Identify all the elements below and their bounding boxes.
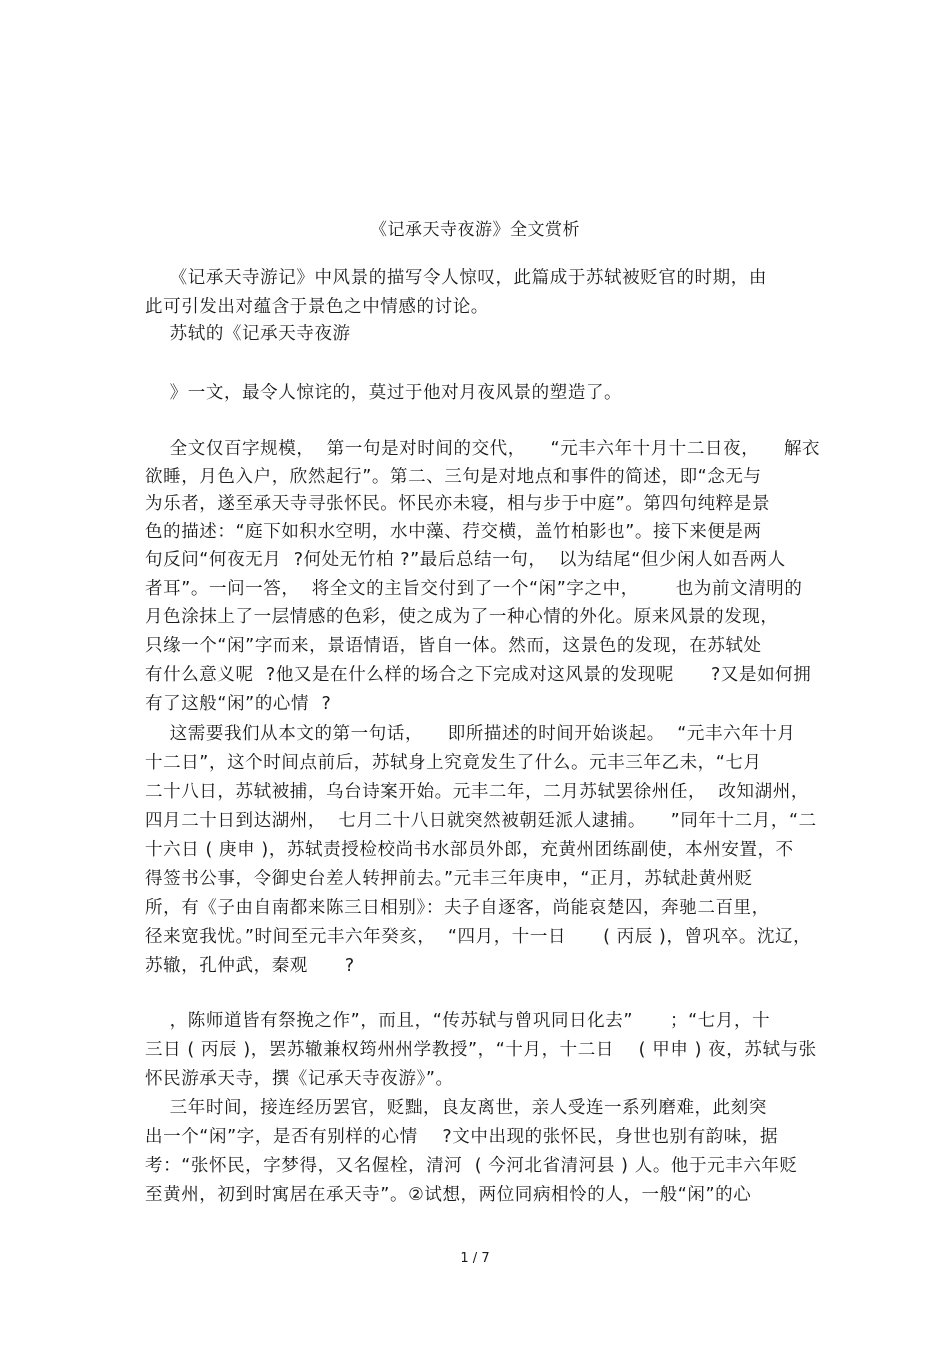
body-line: 苏轼的《记承天寺夜游 [145, 324, 351, 344]
body-line: 怀民游承天寺，撰《记承天寺夜游》”。 [145, 1069, 454, 1089]
body-line: 全文仅百字规模， 第一句是对时间的交代， “元丰六年十月十二日夜， 解衣 [145, 439, 821, 459]
body-line: 此可引发出对蕴含于景色之中情感的讨论。 [145, 297, 489, 317]
body-line: 月色涂抹上了一层情感的色彩，使之成为了一种心情的外化。原来风景的发现， [145, 607, 779, 627]
body-line: 考：“张怀民，字梦得，又名偓栓，清河 ( 今河北省清河县 ) 人。他于元丰六年贬 [145, 1156, 798, 1176]
body-line: 句反问“何夜无月 ?何处无竹柏 ?”最后总结一句， 以为结尾“但少闲人如吾两人 [145, 550, 786, 570]
body-line: 十六日 ( 庚申 )，苏轼责授检校尚书水部员外郎，充黄州团练副使，本州安置，不 [145, 840, 794, 860]
body-line: 有了这般“闲”的心情 ? [145, 694, 332, 714]
body-line: 为乐者，遂至承天寺寻张怀民。怀民亦未寝，相与步于中庭”。第四句纯粹是景 [145, 494, 771, 514]
body-line: ，陈师道皆有祭挽之作”，而且，“传苏轼与曾巩同日化去” ；“七月，十 [145, 1011, 771, 1031]
body-line: 色的描述：“庭下如积水空明，水中藻、荇交横，盖竹柏影也”。接下来便是两 [145, 522, 762, 542]
body-line: 有什么意义呢 ?他又是在什么样的场合之下完成对这风景的发现呢 ?又是如何拥 [145, 665, 812, 685]
body-line: 得签书公事，令御史台差人转押前去。”元丰三年庚申，“正月，苏轼赴黄州贬 [145, 869, 753, 889]
body-line: 欲睡，月色入户，欣然起行”。第二、三句是对地点和事件的简述，即“念无与 [145, 467, 762, 487]
body-line: 出一个“闲”字，是否有别样的心情 ?文中出现的张怀民，身世也别有韵味，据 [145, 1127, 779, 1147]
body-line: 三年时间，接连经历罢官，贬黜，良友离世，亲人受连一系列磨难，此刻突 [145, 1098, 767, 1118]
body-line: 《记承天寺游记》中风景的描写令人惊叹，此篇成于苏轼被贬官的时期，由 [145, 268, 767, 288]
body-line: 这需要我们从本文的第一句话， 即所描述的时间开始谈起。 “元丰六年十月 [145, 724, 796, 744]
body-line: 四月二十日到达湖州， 七月二十八日就突然被朝廷派人逮捕。 ”同年十二月，“二 [145, 811, 817, 831]
body-line: 》一文，最令人惊诧的，莫过于他对月夜风景的塑造了。 [145, 383, 623, 403]
body-line: 只缘一个“闲”字而来，景语情语，皆自一体。然而，这景色的发现，在苏轼处 [145, 636, 762, 656]
body-line: 三日 ( 丙辰 )，罢苏辙兼权筠州州学教授”，“十月，十二日 ( 甲申 ) 夜，苏轼与张 [145, 1040, 817, 1060]
page-number: 1 / 7 [460, 1251, 490, 1266]
body-line: 所，有《子由自南都来陈三日相别》：夫子自逐客，尚能哀楚囚，奔驰二百里， [145, 898, 770, 918]
document-title: 《记承天寺夜游》全文赏析 [370, 220, 580, 240]
body-line: 苏辙，孔仲武，秦观 ? [145, 956, 355, 976]
body-line: 者耳”。一问一答， 将全文的主旨交付到了一个“闲”字之中， 也为前文清明的 [145, 579, 803, 599]
body-line: 二十八日，苏轼被捕，乌台诗案开始。元丰二年，二月苏轼罢徐州任， 改知湖州， [145, 782, 809, 802]
body-line: 径来宽我忧。”时间至元丰六年癸亥， “四月，十一日 ( 丙辰 )，曾巩卒。沈辽， [145, 927, 812, 947]
body-line: 至黄州，初到时寓居在承天寺”。②试想，两位同病相怜的人，一般“闲”的心 [145, 1185, 752, 1205]
body-line: 十二日”，这个时间点前后，苏轼身上究竟发生了什么。元丰三年乙未，“七月 [145, 753, 762, 773]
